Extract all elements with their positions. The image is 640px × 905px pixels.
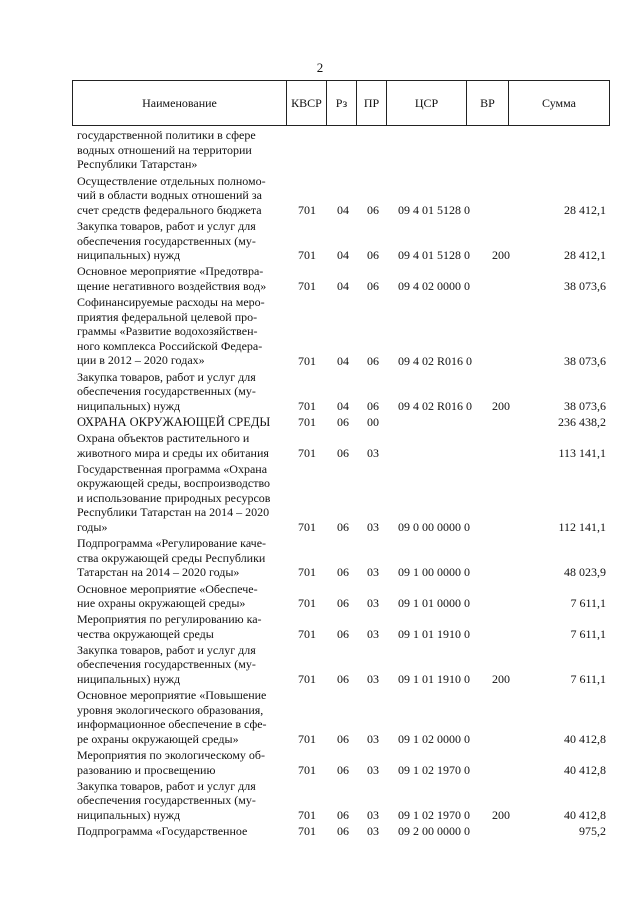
row-name-line: ниципальных) нужд bbox=[77, 398, 181, 413]
table-row bbox=[0, 295, 640, 368]
cell-pr: 00 bbox=[367, 414, 379, 429]
cell-sum: 113 141,1 bbox=[558, 445, 606, 460]
row-name-line: животного мира и среды их обитания bbox=[77, 445, 269, 460]
row-name bbox=[77, 748, 285, 777]
cell-rz: 06 bbox=[337, 824, 349, 839]
table-row bbox=[0, 370, 640, 414]
cell-kvsr: 701 bbox=[298, 414, 316, 429]
cell-pr: 03 bbox=[367, 520, 379, 535]
row-name-line: Республики Татарстан на 2014 – 2020 bbox=[77, 505, 270, 520]
cell-pr: 06 bbox=[367, 398, 379, 413]
row-name-line: щение негативного воздействия вод» bbox=[77, 278, 267, 293]
cell-csr: 09 1 00 0000 0 bbox=[398, 565, 470, 580]
header-rz: Рз bbox=[326, 81, 356, 125]
cell-rz: 06 bbox=[337, 672, 349, 687]
cell-kvsr: 701 bbox=[298, 278, 316, 293]
cell-sum: 7 611,1 bbox=[570, 672, 606, 687]
cell-kvsr: 701 bbox=[298, 398, 316, 413]
row-name-line: обеспечения государственных (му- bbox=[77, 793, 256, 808]
cell-csr: 09 2 00 0000 0 bbox=[398, 824, 470, 839]
cell-pr: 06 bbox=[367, 248, 379, 263]
row-name-line: чества окружающей среды bbox=[77, 626, 214, 641]
cell-csr: 09 4 01 5128 0 bbox=[398, 203, 470, 217]
row-name-line: Закупка товаров, работ и услуг для bbox=[77, 778, 256, 793]
cell-sum: 28 412,1 bbox=[564, 248, 606, 263]
cell-csr: 09 1 01 1910 0 bbox=[398, 626, 470, 641]
row-name-line: ниципальных) нужд bbox=[77, 807, 181, 822]
cell-vr: 200 bbox=[492, 248, 510, 263]
cell-rz: 06 bbox=[337, 731, 349, 746]
header-kvsr: КВСР bbox=[286, 81, 326, 125]
cell-csr: 09 4 02 0000 0 bbox=[398, 278, 470, 293]
row-name bbox=[77, 219, 285, 263]
row-name bbox=[77, 536, 285, 580]
row-name-line: Мероприятия по экологическому об- bbox=[77, 748, 266, 763]
row-name bbox=[77, 462, 285, 535]
row-name bbox=[77, 779, 285, 823]
cell-kvsr: 701 bbox=[298, 596, 316, 611]
row-name-line: ции в 2012 – 2020 годах» bbox=[77, 353, 205, 368]
row-name-line: водных отношений на территории bbox=[77, 142, 252, 157]
row-name-line: счет средств федерального бюджета bbox=[77, 202, 262, 217]
cell-csr: 09 4 01 5128 0 bbox=[398, 248, 470, 263]
table-row bbox=[0, 431, 640, 460]
cell-kvsr: 701 bbox=[298, 672, 316, 687]
row-name-line: Подпрограмма «Регулирование каче- bbox=[77, 536, 267, 551]
row-name bbox=[77, 174, 285, 218]
cell-vr: 200 bbox=[492, 808, 510, 822]
row-name-line: Основное мероприятие «Обеспече- bbox=[77, 581, 258, 596]
cell-kvsr: 701 bbox=[298, 565, 316, 580]
cell-kvsr: 701 bbox=[298, 626, 316, 641]
row-name-line: государственной политики в сфере bbox=[77, 128, 256, 142]
cell-sum: 38 073,6 bbox=[564, 278, 606, 293]
row-name-line: приятия федеральной целевой про- bbox=[77, 309, 258, 324]
row-name-line: обеспечения государственных (му- bbox=[77, 384, 256, 399]
row-name-line: окружающей среды, воспроизводство bbox=[77, 476, 271, 491]
cell-pr: 03 bbox=[367, 445, 379, 460]
cell-kvsr: 701 bbox=[298, 808, 316, 822]
table-row bbox=[0, 748, 640, 777]
cell-kvsr: 701 bbox=[298, 762, 316, 777]
table-row bbox=[0, 612, 640, 641]
row-name-line: Республики Татарстан» bbox=[77, 157, 198, 172]
row-name bbox=[77, 612, 285, 641]
cell-rz: 06 bbox=[337, 762, 349, 777]
row-name-line: Основное мероприятие «Предотвра- bbox=[77, 264, 264, 279]
table-row bbox=[0, 824, 640, 839]
cell-rz: 04 bbox=[337, 353, 349, 368]
cell-sum: 28 412,1 bbox=[564, 203, 606, 217]
cell-csr: 09 4 02 R016 0 bbox=[398, 353, 473, 368]
cell-csr: 09 1 01 1910 0 bbox=[398, 672, 470, 687]
cell-kvsr: 701 bbox=[298, 520, 316, 535]
cell-rz: 04 bbox=[337, 398, 349, 413]
cell-rz: 06 bbox=[337, 565, 349, 580]
row-name-line: Мероприятия по регулированию ка- bbox=[77, 612, 262, 627]
row-name-line: ниципальных) нужд bbox=[77, 248, 181, 263]
row-name-line: и использование природных ресурсов bbox=[77, 490, 271, 505]
cell-sum: 38 073,6 bbox=[564, 353, 606, 368]
table-row bbox=[0, 264, 640, 293]
cell-sum: 40 412,8 bbox=[564, 731, 606, 746]
cell-csr: 09 1 02 1970 0 bbox=[398, 762, 470, 777]
row-name-line: ниципальных) нужд bbox=[77, 672, 181, 687]
cell-kvsr: 701 bbox=[298, 203, 316, 217]
row-name bbox=[77, 431, 285, 460]
cell-kvsr: 701 bbox=[298, 445, 316, 460]
row-name-line: Основное мероприятие «Повышение bbox=[77, 688, 267, 703]
row-name-line: граммы «Развитие водохозяйствен- bbox=[77, 324, 258, 339]
row-name-line: Закупка товаров, работ и услуг для bbox=[77, 369, 256, 384]
cell-rz: 06 bbox=[337, 445, 349, 460]
cell-pr: 03 bbox=[367, 626, 379, 641]
header-sum: Сумма bbox=[508, 81, 609, 125]
row-name-line: ного комплекса Российской Федера- bbox=[77, 338, 263, 353]
cell-sum: 40 412,8 bbox=[564, 808, 606, 822]
row-name-line: Охрана объектов растительного и bbox=[77, 431, 250, 445]
table-row bbox=[0, 688, 640, 746]
cell-rz: 06 bbox=[337, 520, 349, 535]
cell-rz: 04 bbox=[337, 278, 349, 293]
row-name bbox=[77, 128, 285, 172]
cell-pr: 06 bbox=[367, 278, 379, 293]
cell-rz: 06 bbox=[337, 808, 349, 822]
cell-sum: 38 073,6 bbox=[564, 398, 606, 413]
row-name-line: Закупка товаров, работ и услуг для bbox=[77, 219, 256, 234]
cell-sum: 7 611,1 bbox=[570, 626, 606, 641]
cell-sum: 236 438,2 bbox=[558, 414, 606, 429]
cell-pr: 03 bbox=[367, 762, 379, 777]
header-pr: ПР bbox=[356, 81, 386, 125]
row-name bbox=[77, 264, 285, 293]
row-name-line: ства окружающей среды Республики bbox=[77, 550, 266, 565]
cell-pr: 03 bbox=[367, 731, 379, 746]
cell-csr: 09 1 01 0000 0 bbox=[398, 596, 470, 611]
row-name bbox=[77, 415, 285, 430]
row-name-line: ОХРАНА ОКРУЖАЮЩЕЙ СРЕДЫ bbox=[77, 414, 271, 429]
table-row bbox=[0, 779, 640, 823]
table-row bbox=[0, 536, 640, 580]
row-name-line: обеспечения государственных (му- bbox=[77, 233, 256, 248]
cell-vr: 200 bbox=[492, 398, 510, 413]
cell-sum: 40 412,8 bbox=[564, 762, 606, 777]
row-name bbox=[77, 370, 285, 414]
row-name bbox=[77, 824, 285, 839]
row-name bbox=[77, 643, 285, 687]
row-name-line: Подпрограмма «Государственное bbox=[77, 824, 248, 839]
row-name bbox=[77, 688, 285, 746]
table-row bbox=[0, 415, 640, 430]
cell-pr: 06 bbox=[367, 353, 379, 368]
cell-pr: 03 bbox=[367, 808, 379, 822]
cell-pr: 03 bbox=[367, 672, 379, 687]
row-name-line: уровня экологического образования, bbox=[77, 702, 264, 717]
cell-csr: 09 1 02 1970 0 bbox=[398, 808, 470, 822]
cell-vr: 200 bbox=[492, 672, 510, 687]
cell-rz: 06 bbox=[337, 596, 349, 611]
cell-sum: 975,2 bbox=[579, 824, 606, 839]
cell-pr: 03 bbox=[367, 565, 379, 580]
row-name bbox=[77, 295, 285, 368]
cell-pr: 06 bbox=[367, 203, 379, 217]
table-header bbox=[72, 80, 610, 126]
cell-kvsr: 701 bbox=[298, 824, 316, 839]
table-row bbox=[0, 219, 640, 263]
table-row bbox=[0, 582, 640, 611]
row-name-line: Закупка товаров, работ и услуг для bbox=[77, 642, 256, 657]
table-row bbox=[0, 462, 640, 535]
row-name-line: чий в области водных отношений за bbox=[77, 188, 262, 203]
row-name-line: Государственная программа «Охрана bbox=[77, 461, 268, 476]
cell-kvsr: 701 bbox=[298, 353, 316, 368]
header-csr: ЦСР bbox=[386, 81, 466, 125]
row-name-line: годы» bbox=[77, 520, 108, 535]
cell-rz: 06 bbox=[337, 626, 349, 641]
cell-sum: 7 611,1 bbox=[570, 596, 606, 611]
table-row bbox=[0, 128, 640, 172]
cell-csr: 09 0 00 0000 0 bbox=[398, 520, 470, 535]
row-name-line: Татарстан на 2014 – 2020 годы» bbox=[77, 565, 240, 580]
row-name-line: обеспечения государственных (му- bbox=[77, 657, 256, 672]
cell-pr: 03 bbox=[367, 824, 379, 839]
table-row bbox=[0, 174, 640, 218]
row-name-line: информационное обеспечение в сфе- bbox=[77, 717, 267, 732]
cell-csr: 09 4 02 R016 0 bbox=[398, 398, 473, 413]
row-name-line: Осуществление отдельных полномо- bbox=[77, 173, 266, 188]
row-name-line: ре охраны окружающей среды» bbox=[77, 731, 239, 746]
row-name-line: разованию и просвещению bbox=[77, 762, 216, 777]
header-name: Наименование bbox=[142, 96, 217, 110]
row-name-line: Софинансируемые расходы на меро- bbox=[77, 295, 265, 310]
cell-rz: 04 bbox=[337, 203, 349, 217]
row-name-line: ние охраны окружающей среды» bbox=[77, 596, 246, 611]
cell-kvsr: 701 bbox=[298, 731, 316, 746]
cell-rz: 04 bbox=[337, 248, 349, 263]
header-vr: ВР bbox=[466, 81, 508, 125]
cell-pr: 03 bbox=[367, 596, 379, 611]
cell-csr: 09 1 02 0000 0 bbox=[398, 731, 470, 746]
cell-kvsr: 701 bbox=[298, 248, 316, 263]
cell-sum: 48 023,9 bbox=[564, 565, 606, 580]
page-number: 2 bbox=[316, 60, 324, 75]
cell-sum: 112 141,1 bbox=[558, 520, 606, 535]
cell-rz: 06 bbox=[337, 414, 349, 429]
table-row bbox=[0, 643, 640, 687]
row-name bbox=[77, 582, 285, 611]
